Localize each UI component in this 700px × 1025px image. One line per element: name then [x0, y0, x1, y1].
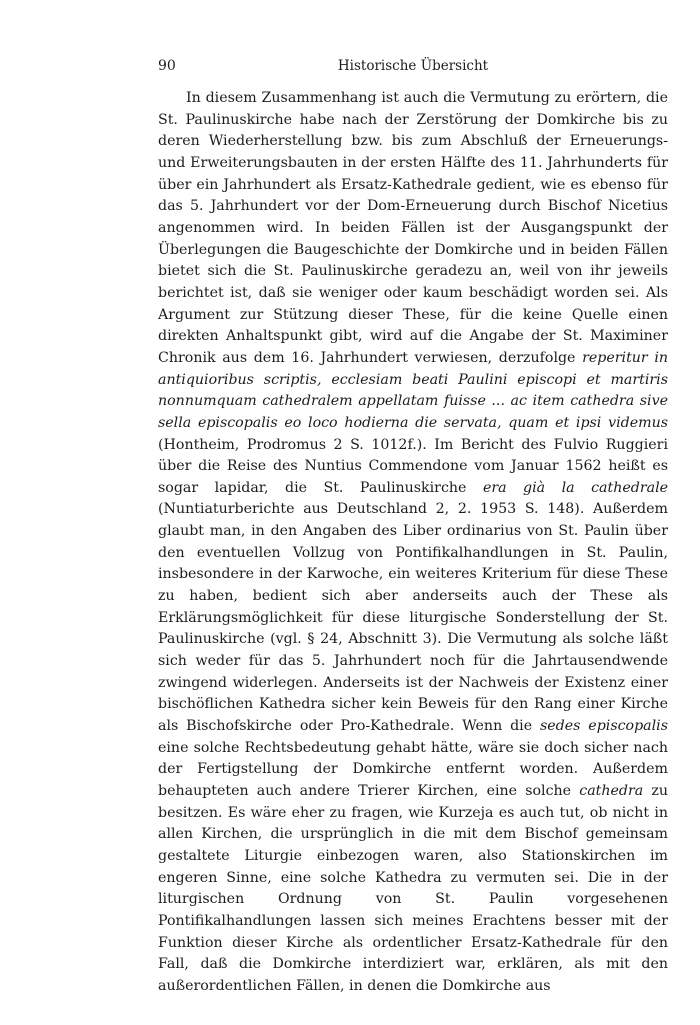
- latin-term-cathedra: cathedra: [579, 783, 644, 799]
- italian-quotation: era già la cathedrale: [482, 479, 668, 496]
- text-segment-2: (Hontheim, Prodromus 2 S. 1012f.). Im Bericht des Fulvio Ruggieri über die Reise des Nuntius Commendone vom Januar 1562 heißt es sogar lapidar, die St. Paulinuskirche: [158, 436, 668, 496]
- text-segment-3: (Nuntiaturberichte aus Deutschland 2, 2. 1953 S. 148). Außerdem glaubt man, in den Angaben des Liber ordinarius von St. Paulin über den eventuellen Vollzug von Pontifikalhandlungen in St. Paulin, insbesondere in der Karwoche, ein weiteres Kriterium für diese These zu haben, bedient sich aber anderseits auch der These als Erklärungsmöglichkeit für diese liturgische Sonderstellung der St. Paulinuskirche (vgl. § 24, Abschnitt 3). Die Vermutung als solche läßt sich weder für das 5. Jahrhundert noch für die Jahrtausendwende zwingend widerlegen. Anderseits ist der Nachweis der Existenz einer bischöflichen Kathedra sicher kein Beweis für den Rang einer Kirche als Bischofskirche oder Pro-Kathedrale. Wenn die: [158, 501, 668, 735]
- latin-quotation: reperitur in antiquioribus scriptis, ecclesiam beati Paulini episcopi et martiris nonnumquam cathedralem appellatam fuisse ... ac item cathedra sive sella episcopalis eo loco hodierna die servata, quam et ipsi videmus: [158, 349, 668, 431]
- text-segment-1: In diesem Zusammenhang ist auch die Vermutung zu erörtern, die St. Paulinuskirche habe nach der Zerstörung der Domkirche bis zu deren Wiederherstellung bzw. bis zum Abschluß der Erneuerungs- und Erweiterungsbauten in der ersten Hälfte des 11. Jahrhunderts für über ein Jahrhundert als Ersatz-Kathedrale gedient, wie es ebenso für das 5. Jahrhundert vor der Dom-Erneuerung durch Bischof Nicetius angenommen wird. In beiden Fällen ist der Ausgangspunkt der Überlegungen die Baugeschichte der Domkirche und in beiden Fällen bietet sich die St. Paulinuskirche geradezu an, weil von ihr jeweils berichtet ist, daß sie weniger oder kaum beschädigt worden sei. Als Argument zur Stützung dieser These, für die keine Quelle einen direkten Anhaltspunkt gibt, wird auf die Angabe der St. Maximiner Chronik aus dem 16. Jahrhundert verwiesen, derzufolge: [158, 90, 668, 366]
- body-paragraph: [158, 88, 668, 998]
- running-head: [158, 58, 668, 84]
- text-segment-5: zu besitzen. Es wäre eher zu fragen, wie Kurzeja es auch tut, ob nicht in allen Kirchen, die ursprünglich in die mit dem Bischof gemeinsam gestaltete Liturgie einbezogen waren, also Stationskirchen im engeren Sinne, eine solche Kathedra zu vermuten sei. Die in der liturgischen Ordnung von St. Paulin vorgesehenen Pontifikalhandlungen lassen sich meines Erachtens besser mit der Funktion dieser Kirche als ordentlicher Ersatz-Kathedrale für den Fall, daß die Domkirche interdiziert war, erklären, als mit den außerordentlichen Fällen, in denen die Domkirche aus: [158, 783, 669, 994]
- book-page: [158, 58, 668, 1012]
- text-segment-4: eine solche Rechtsbedeutung gehabt hätte, wäre sie doch sicher nach der Fertigstellung der Domkirche entfernt worden. Außerdem behaupteten auch andere Trierer Kirchen, eine solche: [158, 739, 668, 799]
- page-number: 90: [158, 58, 176, 74]
- latin-term-sedes: sedes episcopalis: [539, 718, 668, 735]
- running-title: Historische Übersicht: [337, 58, 489, 74]
